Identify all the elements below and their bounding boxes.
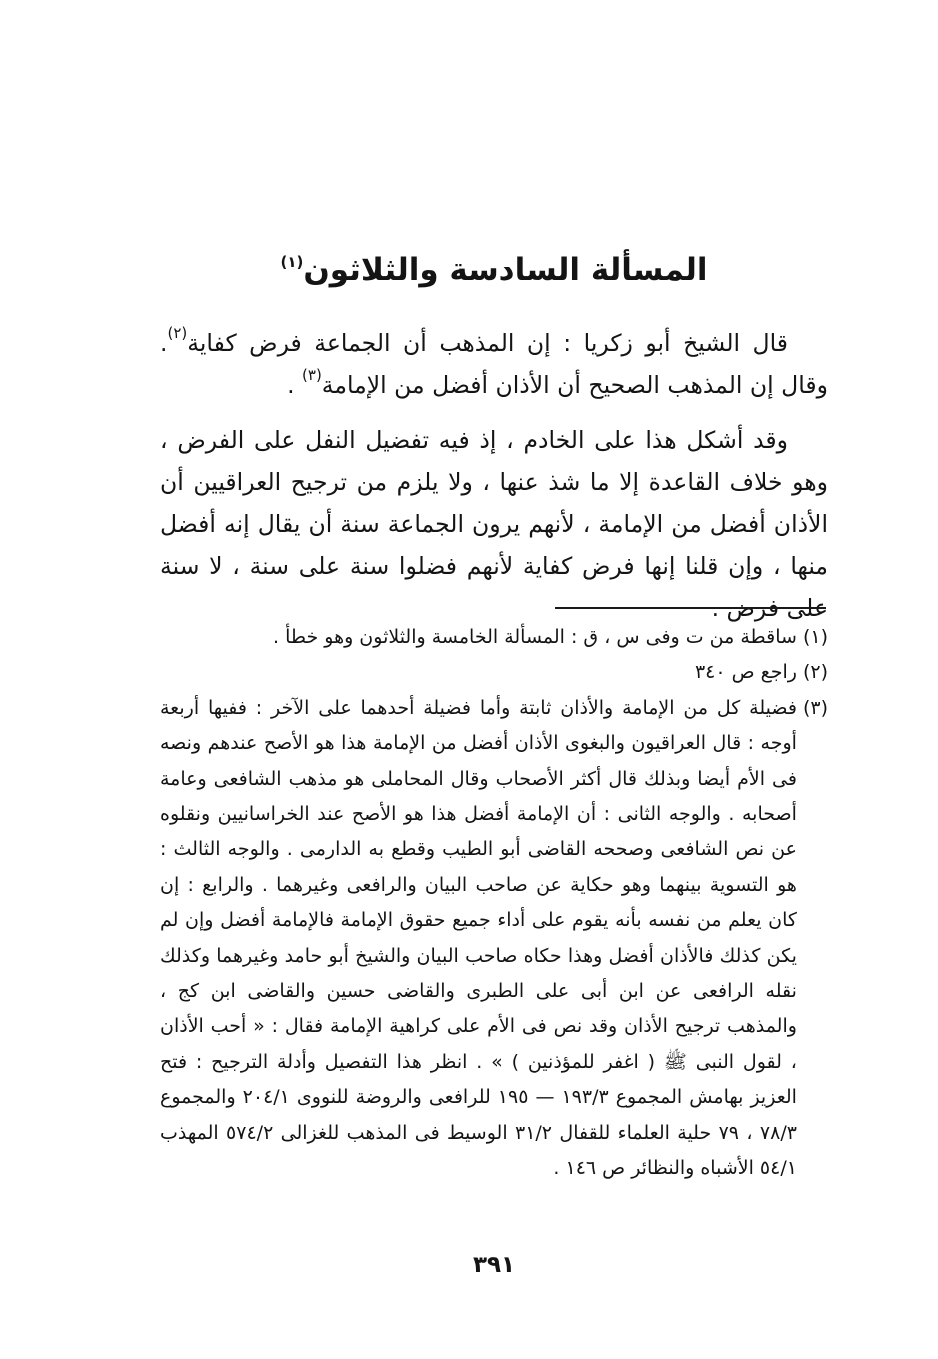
- footnotes: [160, 620, 828, 1187]
- footnote-ref-2: (٢): [167, 324, 188, 342]
- footnote-2: [160, 655, 828, 690]
- section-title: [160, 245, 828, 295]
- footnote-3-text: فضيلة كل من الإمامة والأذان ثابتة وأما فضيلة أحدهما على الآخر : ففيها أربعة أوجه : قال العراقيون والبغوى الأذان أفضل من الإمامة هذا هو الأصح عندهم ونصه فى الأم أيضا وبذلك قال أكثر الأصحاب وقال المحاملى هو مذهب الشافعى وعامة أصحابه . والوجه الثانى : أن الإمامة أفضل هذا هو الأصح عند الخراسانيين ونقلوه عن نص الشافعى وصححه القاضى أبو الطيب وقطع به الدارمى . والوجه الثالث : هو التسوية بينهما وهو حكاية عن صاحب البيان والرافعى وغيرهما . والرابع : إن كان يعلم من نفسه بأنه يقوم على أداء جميع حقوق الإمامة فالإمامة أفضل وإن لم يكن كذلك فالأذان أفضل وهذا حكاه صاحب البيان والشيخ أبو حامد وغيرهما وكذلك نقله الرافعى عن ابن أبى على الطبرى والقاضى حسين والقاضى ابن كج ، والمذهب ترجيح الأذان وقد نص فى الأم على كراهية الإمامة فقال : « أحب الأذان ، لقول النبى ﷺ ( اغفر للمؤذنين ) » . انظر هذا التفصيل وأدلة الترجيح : فتح العزيز بهامش المجموع ١٩٣/٣ — ١٩٥ للرافعى والروضة للنووى ٢٠٤/١ والمجموع ٧٨/٣ ، ٧٩ حلية العلماء للقفال ٣١/٢ الوسيط فى المذهب للغزالى ٥٧٤/٢ المهذب ٥٤/١ الأشباه والنظائر ص ١٤٦ .: [160, 696, 797, 1180]
- paragraph-1-text-c: .: [287, 371, 303, 399]
- body-paragraph-2: [160, 419, 828, 629]
- page-number: ٣٩١: [472, 1252, 516, 1278]
- body-paragraph-1: [160, 322, 828, 406]
- footnote-2-text: راجع ص ٣٤٠: [694, 661, 797, 684]
- footnote-ref-3: (٣): [302, 366, 322, 384]
- footnote-1-number: (١): [802, 626, 828, 648]
- footnote-1-text: ساقطة من ت وفى س ، ق : المسألة الخامسة والثلاثون وهو خطأ .: [273, 626, 797, 648]
- footnote-separator: [555, 607, 826, 609]
- footnote-3-number: (٣): [802, 696, 828, 719]
- footnote-ref-1: (١): [280, 253, 304, 271]
- paragraph-1-text-b: . وقال إن المذهب الصحيح أن الأذان أفضل من الإمامة: [160, 329, 828, 399]
- footnote-3: [160, 691, 828, 1187]
- paragraph-1-text-a: قال الشيخ أبو زكريا : إن المذهب أن الجماعة فرض كفاية: [187, 329, 788, 357]
- section-title-text: المسألة السادسة والثلاثون: [303, 252, 708, 288]
- footnote-2-number: (٢): [802, 661, 828, 684]
- footnote-1: [160, 620, 828, 655]
- paragraph-2-text: وقد أشكل هذا على الخادم ، إذ فيه تفضيل النفل على الفرض ، وهو خلاف القاعدة إلا ما شذ عنها ، ولا يلزم من ترجيح العراقيين أن الأذان أفضل من الإمامة ، لأنهم يرون الجماعة سنة أن يقال إنه أفضل منها ، وإن قلنا إنها فرض كفاية لأنهم فضلوا سنة على سنة ، لا سنة على فرض .: [160, 426, 828, 622]
